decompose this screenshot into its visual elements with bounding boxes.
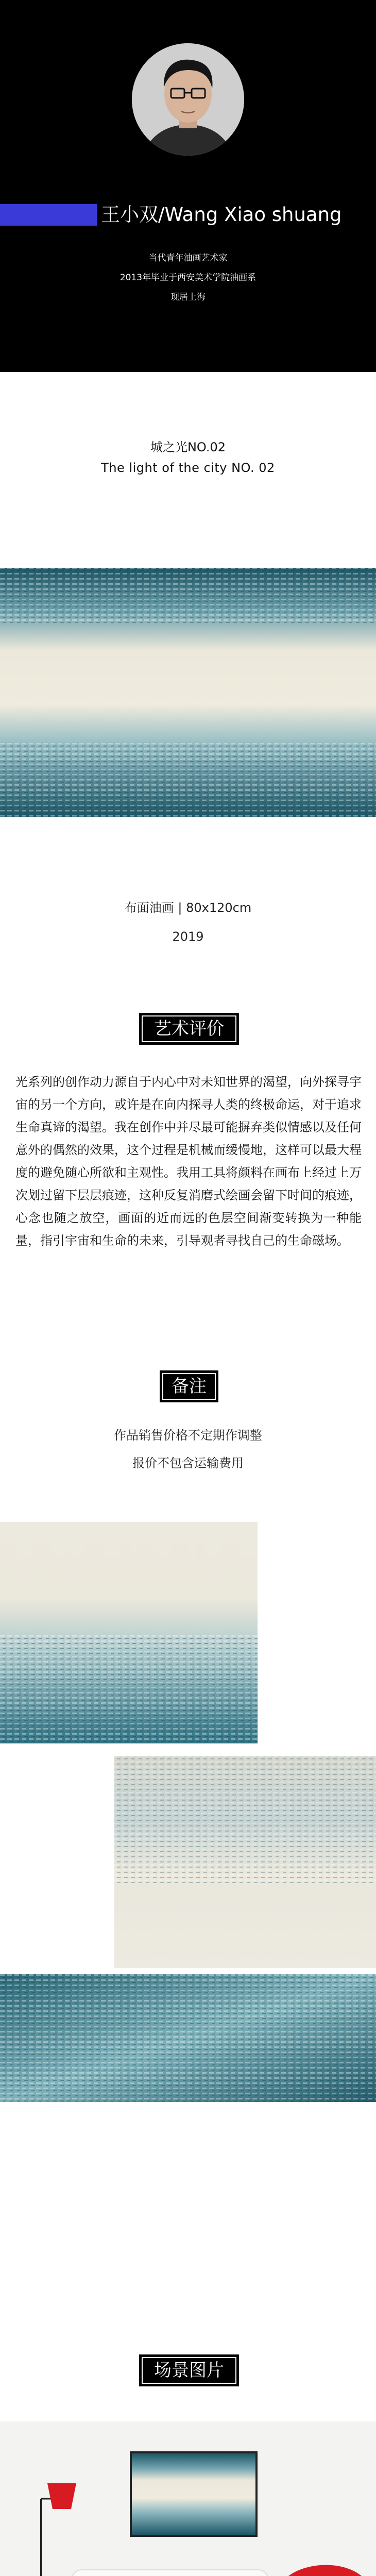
artist-bio-line: 现居上海 (170, 292, 206, 302)
artwork-title-cn: 城之光NO.02 (150, 440, 226, 454)
artist-name: 王小双/Wang Xiao shuang (101, 204, 342, 226)
notes-heading: 备注 (160, 1370, 218, 1402)
review-body: 光系列的创作动力源自于内心中对未知世界的渴望，向外探寻宇宙的另一个方向，或许是在向内探寻人类的终极命运，对于追求生命真谛的渴望。我在创作中并尽最可能摒弃类似情感以及任何意外的偶然的效果，这个过程是机械而缓慢地，这样可以最大程度的避免随心所欲和主观性。我用工具将颜料在画布上经过上万次划过留下层层痕迹，这种反复消磨式绘画会留下时间的痕迹，心念也随之放空，画面的近而远的色层空间渐变转换为一种能量，指引宇宙和生命的未来，引导观者寻找自己的生命磁场。 (15, 1075, 362, 1248)
artist-header (0, 0, 376, 372)
artist-bio-line: 2013年毕业于西安美术学院油画系 (119, 273, 257, 283)
note-item: 作品销售价格不定期作调整 (114, 1428, 262, 1443)
artwork-detail-image (0, 1522, 258, 1743)
artwork-year: 2019 (172, 929, 204, 944)
name-accent-bar (0, 204, 97, 226)
artwork-spec: 布面油画 | 80x120cm (124, 901, 252, 915)
artwork-title-en: The light of the city NO. 02 (101, 461, 275, 475)
note-item: 报价不包含运输费用 (132, 1456, 244, 1470)
artist-bio-line: 当代青年油画艺术家 (148, 253, 228, 263)
scene-image (0, 2421, 376, 2576)
review-heading: 艺术评价 (139, 1013, 239, 1045)
artwork-main-image (0, 568, 376, 817)
scene-heading: 场景图片 (139, 2354, 239, 2386)
artwork-detail-image (114, 1756, 376, 1968)
avatar (132, 43, 244, 156)
artwork-detail-image (0, 1974, 376, 2102)
artist-portrait (132, 43, 244, 156)
